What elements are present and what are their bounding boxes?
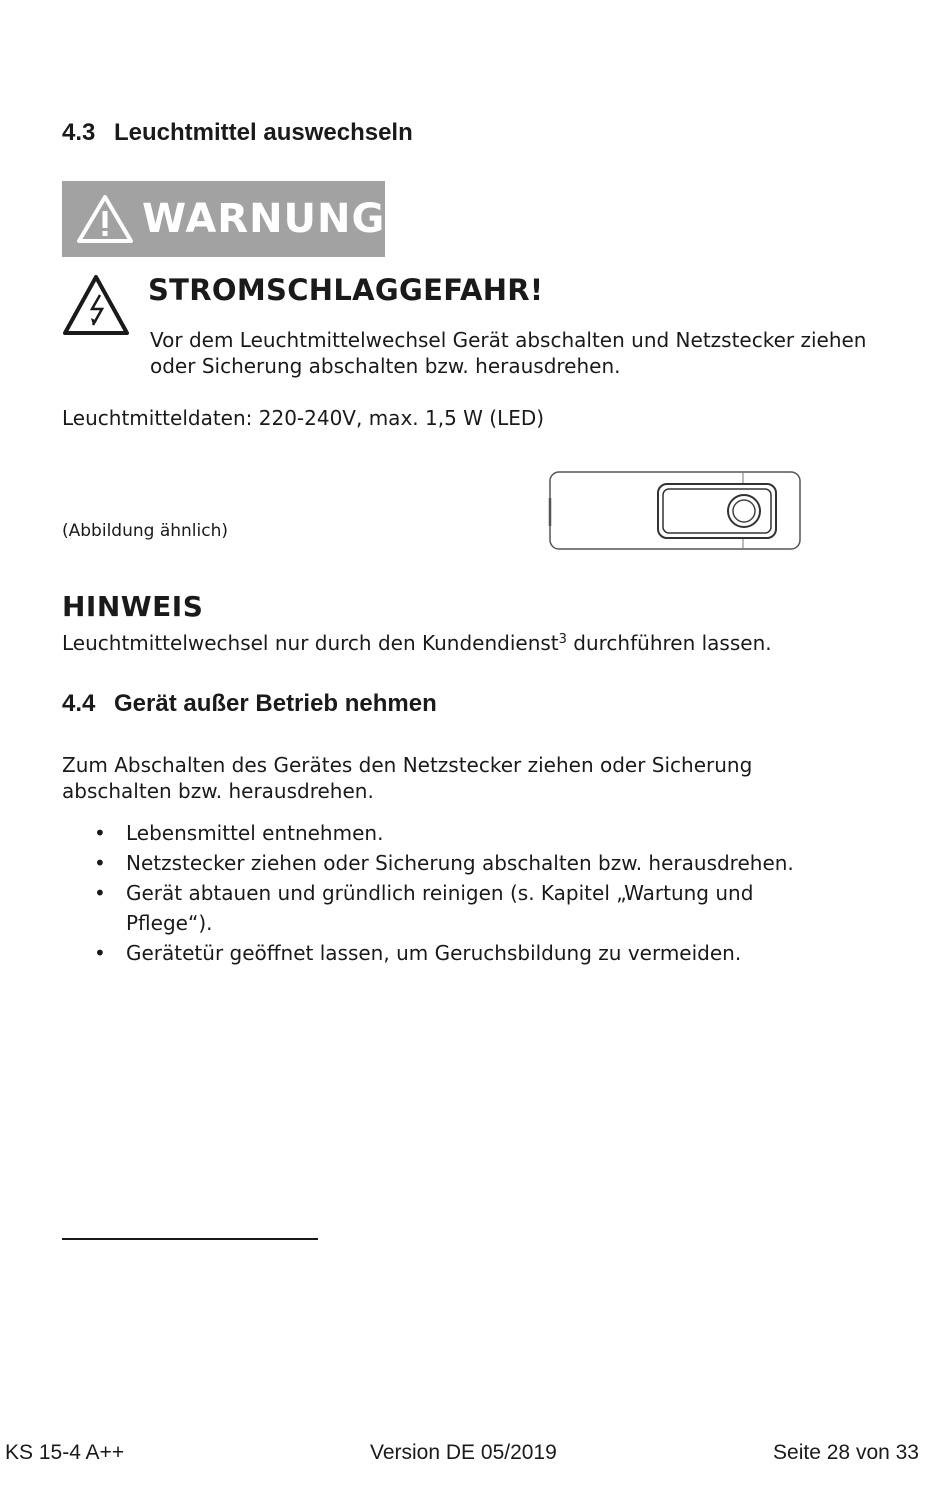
lamp-specifications: Leuchtmitteldaten: 220-240V, max. 1,5 W (LED) — [62, 406, 545, 430]
section-heading-4-3 — [62, 119, 413, 147]
section-number: 4.4 — [62, 690, 96, 717]
footnote-reference: 3 — [558, 632, 567, 647]
list-item-text: Netzstecker ziehen oder Sicherung abschalten bzw. herausdrehen. — [126, 851, 794, 875]
bullet-icon: • — [94, 941, 106, 965]
bullet-icon: • — [94, 851, 106, 875]
bullet-icon: • — [94, 881, 106, 905]
bullet-icon: • — [94, 821, 106, 845]
list-item — [62, 938, 862, 968]
section-title: Gerät außer Betrieb nehmen — [114, 690, 437, 717]
lamp-cover-illustration — [546, 468, 804, 554]
hazard-title: STROMSCHLAGGEFAHR! — [148, 273, 544, 307]
footer-page-number: Seite 28 von 33 — [773, 1441, 919, 1464]
note-text-main: Leuchtmittelwechsel nur durch den Kundendienst — [62, 631, 559, 655]
hazard-description: Vor dem Leuchtmittelwechsel Gerät abschalten und Netzstecker ziehen oder Sicherung abschalten bzw. herausdrehen. — [150, 328, 867, 378]
warning-label: WARNUNG — [142, 196, 386, 242]
figure-caption: (Abbildung ähnlich) — [62, 521, 228, 541]
list-item — [62, 818, 862, 848]
section-intro: Zum Abschalten des Gerätes den Netzstecker ziehen oder Sicherung abschalten bzw. herausdrehen. — [62, 753, 753, 803]
instruction-list — [62, 818, 862, 968]
footer-model: KS 15-4 A++ — [5, 1441, 125, 1464]
electric-shock-triangle-icon — [62, 273, 130, 337]
footnote-separator — [62, 1238, 318, 1240]
footer-version: Version DE 05/2019 — [370, 1441, 557, 1464]
section-heading-4-4 — [62, 690, 437, 718]
warning-triangle-icon — [76, 194, 134, 244]
section-number: 4.3 — [62, 119, 96, 146]
list-item-text: Lebensmittel entnehmen. — [126, 821, 384, 845]
note-title: HINWEIS — [62, 590, 204, 623]
list-item — [62, 878, 862, 938]
list-item-text: Gerät abtauen und gründlich reinigen (s. Kapitel „Wartung und Pflege“). — [126, 881, 754, 935]
section-title: Leuchtmittel auswechseln — [114, 119, 413, 146]
list-item-text: Gerätetür geöffnet lassen, um Geruchsbildung zu vermeiden. — [126, 941, 742, 965]
warning-banner — [62, 181, 385, 257]
note-text-end: durchführen lassen. — [566, 631, 772, 655]
list-item — [62, 848, 862, 878]
note-text — [62, 630, 772, 656]
